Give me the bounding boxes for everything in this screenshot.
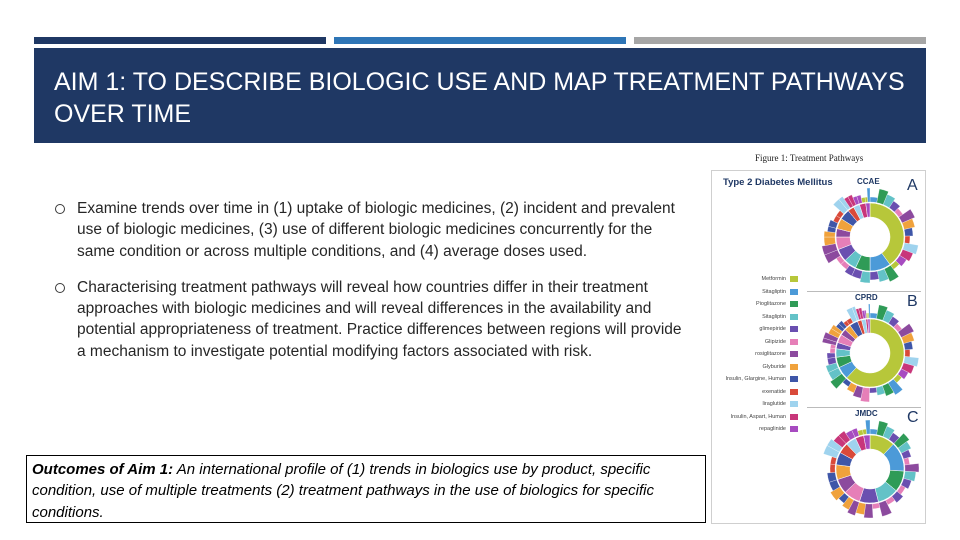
legend-swatch (790, 339, 798, 345)
legend-item (720, 387, 798, 400)
legend-item (720, 287, 798, 300)
outcomes-box (26, 455, 706, 523)
legend-item (720, 312, 798, 325)
donut-chart-ccae (818, 185, 922, 289)
drug-legend (720, 274, 798, 437)
pathway-segment (905, 236, 910, 244)
accent-bar-3 (634, 37, 926, 44)
legend-swatch (790, 414, 798, 420)
outcomes-body: An international profile of (1) trends in biologics use by product, specific condition, use of multiple treatments (2) treatment pathways in the use of biologics for specific conditions. (32, 461, 654, 521)
legend-label: Sitagliptin (762, 288, 786, 295)
legend-item (720, 324, 798, 337)
pathway-segment (904, 458, 910, 465)
legend-swatch (790, 289, 798, 295)
panel-b-database: CPRD (855, 293, 878, 302)
donut-chart-cprd (818, 301, 922, 405)
outcomes-lead: Outcomes of Aim 1: (32, 461, 174, 478)
circle-bullet-icon (55, 283, 65, 293)
legend-swatch (790, 426, 798, 432)
legend-swatch (790, 301, 798, 307)
pathway-segment (905, 463, 919, 472)
panel-divider (807, 291, 921, 292)
pathway-segment (870, 313, 877, 319)
legend-label: glimepiride (759, 326, 786, 332)
bullet-item (52, 198, 682, 262)
legend-swatch (790, 376, 798, 382)
slide-title: AIM 1: TO DESCRIBE BIOLOGIC USE AND MAP TREATMENT PATHWAYS OVER TIME (54, 68, 905, 128)
donut-chart-jmdc (818, 417, 922, 521)
treatment-pathways-figure (711, 170, 926, 524)
legend-item (720, 349, 798, 362)
legend-swatch (790, 364, 798, 370)
bullet-list (52, 198, 682, 377)
legend-item (720, 362, 798, 375)
pathway-segment (872, 503, 880, 509)
pathway-segment (868, 304, 870, 318)
legend-swatch (790, 314, 798, 320)
legend-label: repaglinide (759, 426, 786, 432)
pathway-segment (905, 350, 910, 357)
legend-label: exenatide (762, 388, 786, 395)
legend-swatch (790, 389, 798, 395)
figure-title: Type 2 Diabetes Mellitus (723, 177, 833, 188)
panel-divider (807, 407, 921, 408)
legend-swatch (790, 401, 798, 407)
pathway-segment (870, 387, 877, 393)
title-band (34, 48, 926, 143)
accent-bar-2 (334, 37, 626, 44)
bullet-item (52, 277, 682, 362)
pathway-segment (827, 353, 835, 358)
legend-label: Insulin, Aspart, Human (730, 413, 786, 420)
legend-item (720, 299, 798, 312)
pathway-segment (870, 429, 877, 435)
pathway-segment (865, 197, 868, 202)
legend-label: Glipizide (764, 338, 786, 345)
figure-caption: Figure 1: Treatment Pathways (755, 153, 864, 163)
accent-bar-1 (34, 37, 326, 44)
legend-label: Insulin, Glargine, Human (725, 376, 786, 382)
pathway-segment (830, 348, 835, 353)
panel-c-database: JMDC (855, 409, 878, 418)
pathway-segment (830, 464, 835, 473)
legend-swatch (790, 326, 798, 332)
panel-a-letter: A (907, 177, 918, 194)
legend-item (720, 374, 798, 387)
legend-label: liraglutide (762, 401, 786, 407)
legend-item (720, 412, 798, 425)
panel-a-database: CCAE (857, 177, 880, 186)
legend-item (720, 399, 798, 412)
pathway-segment (863, 429, 867, 434)
legend-label: Sitagliptin (762, 313, 786, 320)
bullet-text: Examine trends over time in (1) uptake of biologic medicines, (2) incident and prevalent use of biologic medicines, (3) use of different biologic medicines concurrently for the same condition or across multiple conditions, and (4) average doses used. (77, 200, 675, 260)
legend-swatch (790, 351, 798, 357)
legend-swatch (790, 276, 798, 282)
legend-label: Metformin (761, 276, 786, 282)
bullet-text: Characterising treatment pathways will reveal how countries differ in their treatment approaches with biologic medicines and will reveal differences in the availability and potential appropriateness of treatment. Practice differences between regions will provide a mechanism to investigate potential modifying factors associated with risk. (77, 278, 682, 360)
legend-item (720, 337, 798, 350)
panel-b-letter: B (907, 293, 918, 310)
circle-bullet-icon (55, 204, 65, 214)
legend-label: rosiglitazone (755, 351, 786, 357)
pathway-segment (870, 271, 879, 280)
panel-c-letter: C (907, 409, 919, 426)
legend-item (720, 274, 798, 287)
legend-item (720, 424, 798, 437)
legend-label: Glyburide (762, 363, 786, 370)
pathway-segment (870, 197, 878, 203)
legend-label: Pioglitazone (756, 301, 786, 307)
